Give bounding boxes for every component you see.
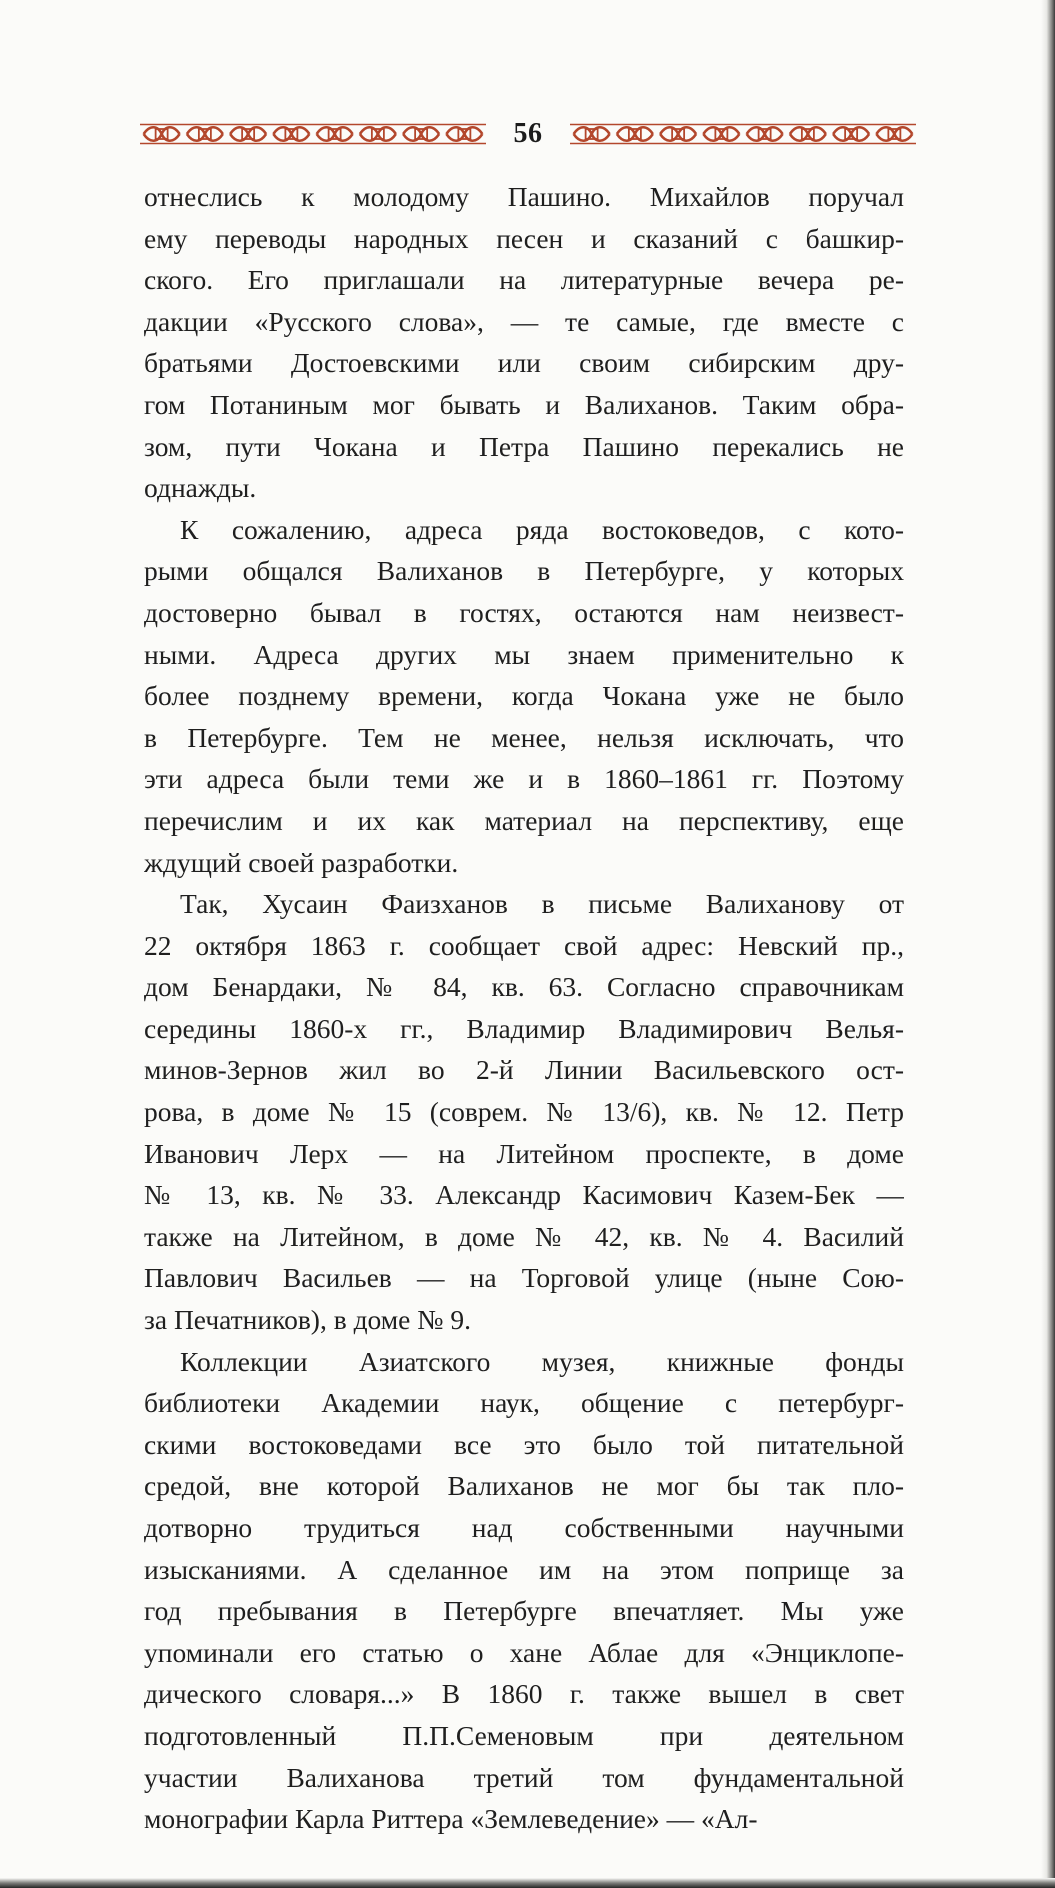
text-line: монографии Карла Риттера «Землеведение» — «Ал- bbox=[144, 1803, 758, 1835]
page-number: 56 bbox=[513, 118, 543, 149]
text-line: Иванович Лерх — на Литейном проспекте, в доме bbox=[144, 1137, 904, 1169]
text-line: ждущий своей разработки. bbox=[144, 846, 459, 878]
page-edge-shadow bbox=[1041, 0, 1055, 1888]
left-ornament-icon bbox=[140, 123, 486, 145]
text-line: упоминали его статью о хане Аблае для «Энциклопе- bbox=[144, 1636, 904, 1668]
text-line: дотворно трудиться над собственными научными bbox=[144, 1512, 904, 1543]
text-line: средой, вне которой Валиханов не мог бы так пло- bbox=[144, 1470, 904, 1502]
body-text bbox=[144, 176, 904, 1840]
text-line: братьями Достоевскими или своим сибирским дру- bbox=[144, 347, 904, 379]
text-line: отнеслись к молодому Пашино. Михайлов поручал bbox=[144, 181, 904, 212]
text-line: однажды. bbox=[144, 472, 257, 504]
text-line: минов-Зернов жил во 2-й Линии Васильевского ост- bbox=[144, 1054, 904, 1086]
text-line: ему переводы народных песен и сказаний с башкир- bbox=[144, 222, 904, 254]
text-line: участии Валиханова третий том фундаментальной bbox=[144, 1761, 904, 1793]
text-line: 22 октября 1863 г. сообщает свой адрес: Невский пр., bbox=[144, 929, 904, 961]
text-line: изысканиями. А сделанное им на этом поприще за bbox=[144, 1553, 904, 1585]
text-line: рыми общался Валиханов в Петербурге, у которых bbox=[144, 555, 904, 587]
text-line: гом Потаниным мог бывать и Валиханов. Таким обра- bbox=[144, 388, 904, 420]
text-line: библиотеки Академии наук, общение с петербург- bbox=[144, 1387, 904, 1419]
text-line: К сожалению, адреса ряда востоковедов, с кото- bbox=[180, 513, 904, 545]
running-header bbox=[140, 114, 916, 154]
text-line: за Печатников), в доме № 9. bbox=[144, 1304, 472, 1336]
text-line: ского. Его приглашали на литературные вечера ре- bbox=[144, 264, 904, 296]
text-line: рова, в доме № 15 (соврем. № 13/6), кв. № 12. Петр bbox=[144, 1096, 904, 1128]
text-line: Коллекции Азиатского музея, книжные фонды bbox=[180, 1345, 904, 1377]
text-line: перечислим и их как материал на перспективу, еще bbox=[144, 804, 904, 836]
text-line: ными. Адреса других мы знаем применительно к bbox=[144, 638, 904, 670]
text-line: эти адреса были теми же и в 1860–1861 гг. Поэтому bbox=[144, 763, 904, 795]
text-line: также на Литейном, в доме № 42, кв. № 4. Василий bbox=[144, 1220, 904, 1252]
page-bottom-edge bbox=[0, 1878, 1055, 1888]
text-line: дического словаря...» В 1860 г. также вышел в свет bbox=[144, 1678, 904, 1710]
text-line: дом Бенардаки, № 84, кв. 63. Согласно справочникам bbox=[144, 971, 904, 1003]
text-line: зом, пути Чокана и Петра Пашино перекались не bbox=[144, 430, 904, 462]
text-line: в Петербурге. Тем не менее, нельзя исключать, что bbox=[144, 721, 904, 753]
text-line: достоверно бывал в гостях, остаются нам неизвест- bbox=[144, 596, 904, 628]
text-line: середины 1860-х гг., Владимир Владимирович Велья- bbox=[144, 1012, 904, 1044]
text-line: год пребывания в Петербурге впечатляет. Мы уже bbox=[144, 1595, 904, 1627]
text-line: Павлович Васильев — на Торговой улице (ныне Сою- bbox=[144, 1262, 904, 1294]
text-line: скими востоковедами все это было той питательной bbox=[144, 1428, 904, 1460]
right-ornament-icon bbox=[570, 123, 916, 145]
text-line: более позднему времени, когда Чокана уже не было bbox=[144, 680, 904, 712]
text-line: Так, Хусаин Фаизханов в письме Валиханову от bbox=[180, 888, 904, 920]
text-line: дакции «Русского слова», — те самые, где вместе с bbox=[144, 305, 904, 337]
text-line: № 13, кв. № 33. Александр Касимович Казем-Бек — bbox=[144, 1179, 904, 1211]
text-line: подготовленный П.П.Семеновым при деятельном bbox=[144, 1719, 904, 1751]
